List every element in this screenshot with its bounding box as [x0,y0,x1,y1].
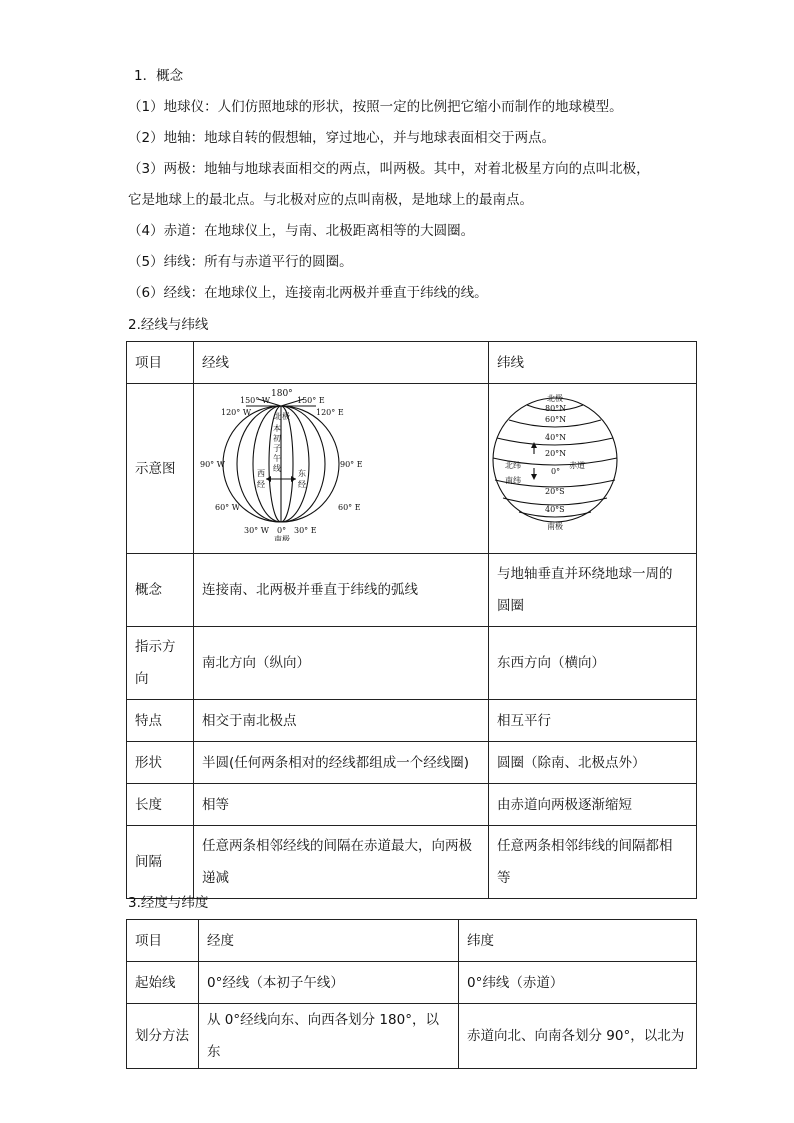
table-header-row [127,342,697,384]
parallel-feature: 相互平行 [489,700,697,742]
row-label-spacing: 间隔 [127,826,194,899]
diagram-label: 示意图 [127,384,194,554]
label-south-pole: 南极 [547,522,563,531]
meridian-spacing-line1: 任意两条相邻经线的间隔在赤道最大，向两极 [202,838,472,854]
label-120e: 120° E [316,408,344,417]
west-longitude-char-1: 西 [257,469,265,478]
table-row [127,1004,697,1069]
parallel-spacing-line2: 等 [497,870,511,886]
header-longitude: 经度 [199,920,459,962]
label-north-pole: 北极 [547,394,563,403]
meridian-feature: 相交于南北极点 [194,700,489,742]
row-label-direction-line1: 指示方 [135,639,176,655]
concept-parallel: （5）纬线：所有与赤道平行的圆圈。 [128,254,353,270]
label-0: 0° [277,526,287,535]
concept-poles: （3）两极：地轴与地球表面相交的两点，叫两极。其中，对着北极星方向的点叫北极， [128,161,650,177]
longitude-start-line: 0°经线（本初子午线） [199,962,459,1004]
section2-title: 2.经线与纬线 [128,317,209,333]
header-item: 项目 [127,920,199,962]
meridian-spacing [194,826,489,899]
header-item: 项目 [127,342,194,384]
parallel-concept-line1: 与地轴垂直并环绕地球一周的 [497,566,673,582]
parallel-diagram [489,384,697,541]
label-20n: 20°N [545,449,567,458]
concept-axis: （2）地轴：地球自转的假想轴，穿过地心，并与地球表面相交于两点。 [128,130,556,146]
parallel-concept-line2: 圆圈 [497,598,524,614]
longitude-division: 从 0°经线向东、向西各划分 180°，以东 [199,1004,459,1069]
label-40s: 40°S [545,505,565,514]
concept-meridian: （6）经线：在地球仪上，连接南北两极并垂直于纬线的线。 [128,285,488,301]
header-latitude: 纬度 [459,920,697,962]
label-equator: 赤道 [569,461,585,470]
latitude-start-line: 0°纬线（赤道） [459,962,697,1004]
parallel-spacing [489,826,697,899]
label-north-latitude: 北纬 [505,461,521,470]
row-label-shape: 形状 [127,742,194,784]
east-longitude-char-1: 东 [298,469,306,478]
meridian-shape: 半圆(任何两条相对的经线都组成一个经线圈) [194,742,489,784]
parallel-diagram-cell [489,384,697,554]
row-label-division: 划分方法 [127,1004,199,1069]
prime-meridian-char-3: 子 [273,444,281,453]
west-longitude-char-2: 经 [257,480,265,489]
label-180: 180° [271,389,293,399]
header-parallel: 纬线 [489,342,697,384]
prime-meridian-char-1: 本 [273,424,281,433]
prime-meridian-char-2: 初 [273,434,281,443]
label-90e: 90° E [340,460,363,469]
label-60e: 60° E [338,503,361,512]
meridian-concept: 连接南、北两极并垂直于纬线的弧线 [194,554,489,627]
label-30w: 30° W [244,526,269,535]
prime-meridian-char-4: 午 [273,454,281,463]
label-60n: 60°N [545,415,567,424]
meridian-parallel-table [126,341,697,899]
concept-poles-cont: 它是地球上的最北点。与北极对应的点叫南极，是地球上的最南点。 [128,192,533,208]
table-row [127,962,697,1004]
parallel-direction: 东西方向（横向） [489,627,697,700]
latitude-division: 赤道向北、向南各划分 90°，以北为 [459,1004,697,1069]
parallel-shape: 圆圈（除南、北极点外） [489,742,697,784]
table-row [127,784,697,826]
concept-globe: （1）地球仪：人们仿照地球的形状，按照一定的比例把它缩小而制作的地球模型。 [128,99,623,115]
meridian-diagram [194,384,489,541]
label-80n: 80°N [545,404,567,413]
label-120w: 120° W [221,408,252,417]
longitude-latitude-table [126,919,697,1069]
section3-title: 3.经度与纬度 [128,895,209,911]
meridian-diagram-cell [194,384,489,554]
table-row [127,742,697,784]
concepts-heading: 1．概念 [134,68,184,84]
label-150e: 150° E [297,396,325,405]
table-row [127,384,697,554]
row-label-feature: 特点 [127,700,194,742]
meridian-direction: 南北方向（纵向） [194,627,489,700]
parallel-spacing-line1: 任意两条相邻纬线的间隔都相 [497,838,673,854]
table-header-row [127,920,697,962]
table-row [127,554,697,627]
label-90w: 90° W [200,460,225,469]
label-south-latitude: 南纬 [505,476,521,485]
label-30e: 30° E [294,526,317,535]
label-20s: 20°S [545,487,565,496]
row-label-direction-line2: 向 [135,671,149,687]
row-label-direction [127,627,194,700]
east-longitude-char-2: 经 [298,480,306,489]
row-label-length: 长度 [127,784,194,826]
label-south-pole: 南极 [274,535,290,541]
label-60w: 60° W [215,503,240,512]
header-meridian: 经线 [194,342,489,384]
row-label-start-line: 起始线 [127,962,199,1004]
meridian-length: 相等 [194,784,489,826]
parallel-concept [489,554,697,627]
label-150w: 150° W [240,396,271,405]
row-label-concept: 概念 [127,554,194,627]
table-row [127,826,697,899]
label-40n: 40°N [545,433,567,442]
label-north-pole: 北极 [274,412,290,421]
parallel-length: 由赤道向两极逐渐缩短 [489,784,697,826]
meridian-spacing-line2: 递减 [202,870,229,886]
table-row [127,700,697,742]
prime-meridian-char-5: 线 [273,464,281,473]
table-row [127,627,697,700]
concept-equator: （4）赤道：在地球仪上，与南、北极距离相等的大圆圈。 [128,223,475,239]
label-0: 0° [551,467,561,476]
